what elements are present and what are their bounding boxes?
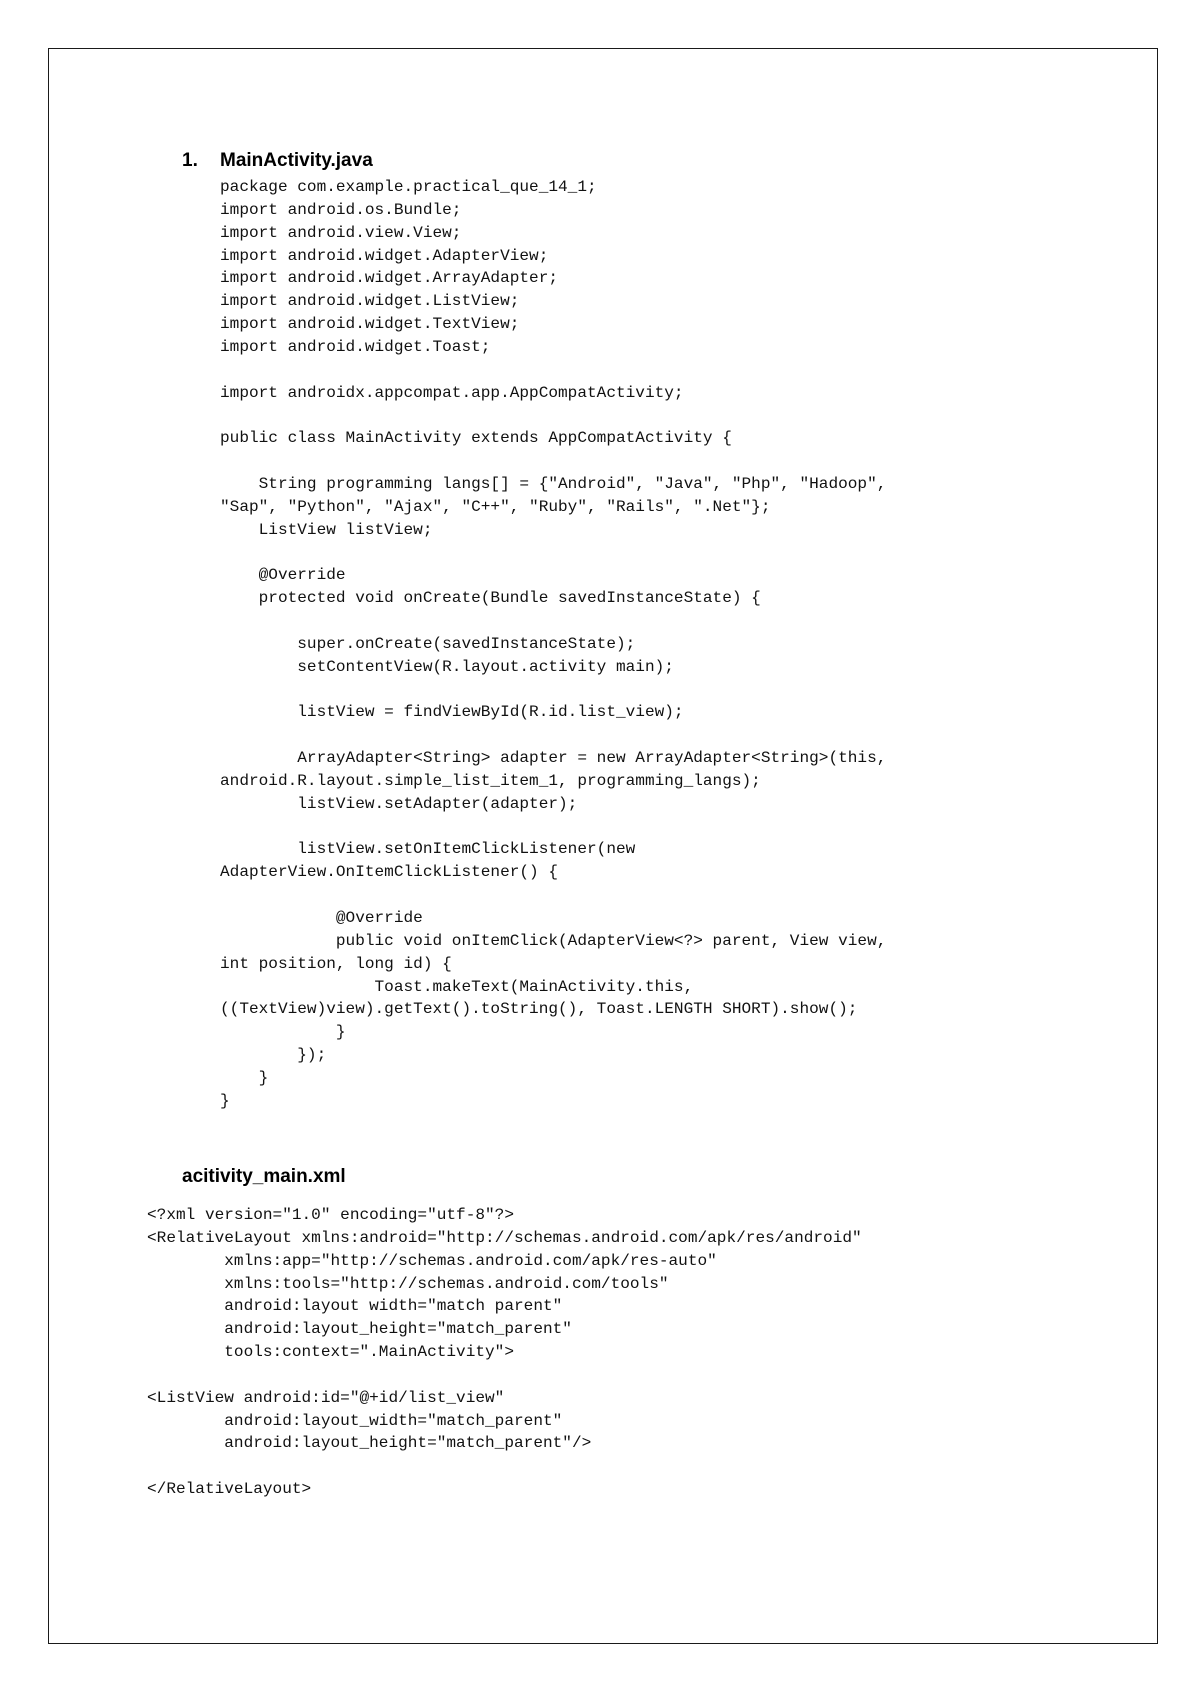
code-line: xmlns:app="http://schemas.android.com/apk/res-auto" [147, 1251, 717, 1270]
code-line: ((TextView)view).getText().toString(), Toast.LENGTH SHORT).show(); [220, 1000, 858, 1019]
code-line [220, 610, 886, 633]
code-line: android:layout_height="match_parent" [147, 1320, 572, 1339]
code-line: }); [220, 1046, 327, 1065]
code-line: public void onItemClick(AdapterView<?> parent, View view, [220, 931, 887, 950]
code-line: <RelativeLayout xmlns:android="http://schemas.android.com/apk/res/android" [147, 1228, 862, 1247]
code-line: xmlns:tools="http://schemas.android.com/tools" [147, 1274, 669, 1293]
section1-title: MainActivity.java [220, 150, 373, 171]
code-line: android:layout_height="match_parent"/> [147, 1434, 592, 1453]
section1-number: 1. [182, 150, 198, 171]
code-line: import android.widget.TextView; [220, 315, 520, 334]
section1-heading [182, 150, 373, 172]
code-line: ListView listView; [220, 520, 433, 539]
code-line: android:layout_width="match_parent" [147, 1411, 563, 1430]
code-line: import android.os.Bundle; [220, 200, 462, 219]
code-line: import android.widget.AdapterView; [220, 246, 549, 265]
code-line: setContentView(R.layout.activity main); [220, 657, 674, 676]
section2-heading [182, 1166, 346, 1188]
code-line: } [220, 1068, 269, 1087]
code-line: int position, long id) { [220, 954, 452, 973]
code-line: AdapterView.OnItemClickListener() { [220, 863, 559, 882]
code-line: public class MainActivity extends AppCompatActivity { [220, 429, 732, 448]
code-line [220, 542, 886, 565]
code-line: listView.setOnItemClickListener(new [220, 840, 636, 859]
code-line: import android.widget.ListView; [220, 292, 520, 311]
code-line: android.R.layout.simple_list_item_1, programming_langs); [220, 771, 761, 790]
code-line: <?xml version="1.0" encoding="utf-8"?> [147, 1206, 514, 1224]
code-line: import android.widget.Toast; [220, 337, 491, 356]
code-line: String programming langs[] = {"Android", "Java", "Php", "Hadoop", [220, 474, 887, 493]
code-line: } [220, 1091, 230, 1110]
code-line: package com.example.practical_que_14_1; [220, 178, 597, 196]
code-line: } [220, 1023, 346, 1042]
code-line: </RelativeLayout> [147, 1480, 312, 1499]
code-line: listView.setAdapter(adapter); [220, 794, 578, 813]
code-line: Toast.makeText(MainActivity.this, [220, 977, 694, 996]
code-line [220, 884, 886, 907]
code-line: import android.view.View; [220, 223, 462, 242]
code-line: import android.widget.ArrayAdapter; [220, 269, 559, 288]
code-line [220, 359, 886, 382]
code-line: ArrayAdapter<String> adapter = new ArrayAdapter<String>(this, [220, 749, 887, 768]
code-line: import androidx.appcompat.app.AppCompatActivity; [220, 383, 684, 402]
code-line [220, 679, 886, 702]
code-line: android:layout width="match parent" [147, 1297, 563, 1316]
code-line [220, 816, 886, 839]
code-line: <ListView android:id="@+id/list_view" [147, 1388, 505, 1407]
code-line: listView = findViewById(R.id.list_view); [220, 703, 684, 722]
code-line: @Override [220, 566, 346, 585]
code-line: "Sap", "Python", "Ajax", "C++", "Ruby", "Rails", ".Net"}; [220, 497, 771, 516]
section2-title: acitivity_main.xml [182, 1166, 346, 1187]
code-line [220, 724, 886, 747]
code-line: super.onCreate(savedInstanceState); [220, 634, 636, 653]
code-line [220, 450, 886, 473]
activity-main-xml-code-block [147, 1204, 862, 1501]
code-line: @Override [220, 909, 423, 927]
code-line [147, 1364, 862, 1387]
code-line [220, 404, 886, 427]
code-line: tools:context=".MainActivity"> [147, 1343, 514, 1362]
main-activity-code-block [220, 176, 886, 1113]
code-line [147, 1455, 862, 1478]
code-line: protected void onCreate(Bundle savedInstanceState) { [220, 589, 761, 608]
